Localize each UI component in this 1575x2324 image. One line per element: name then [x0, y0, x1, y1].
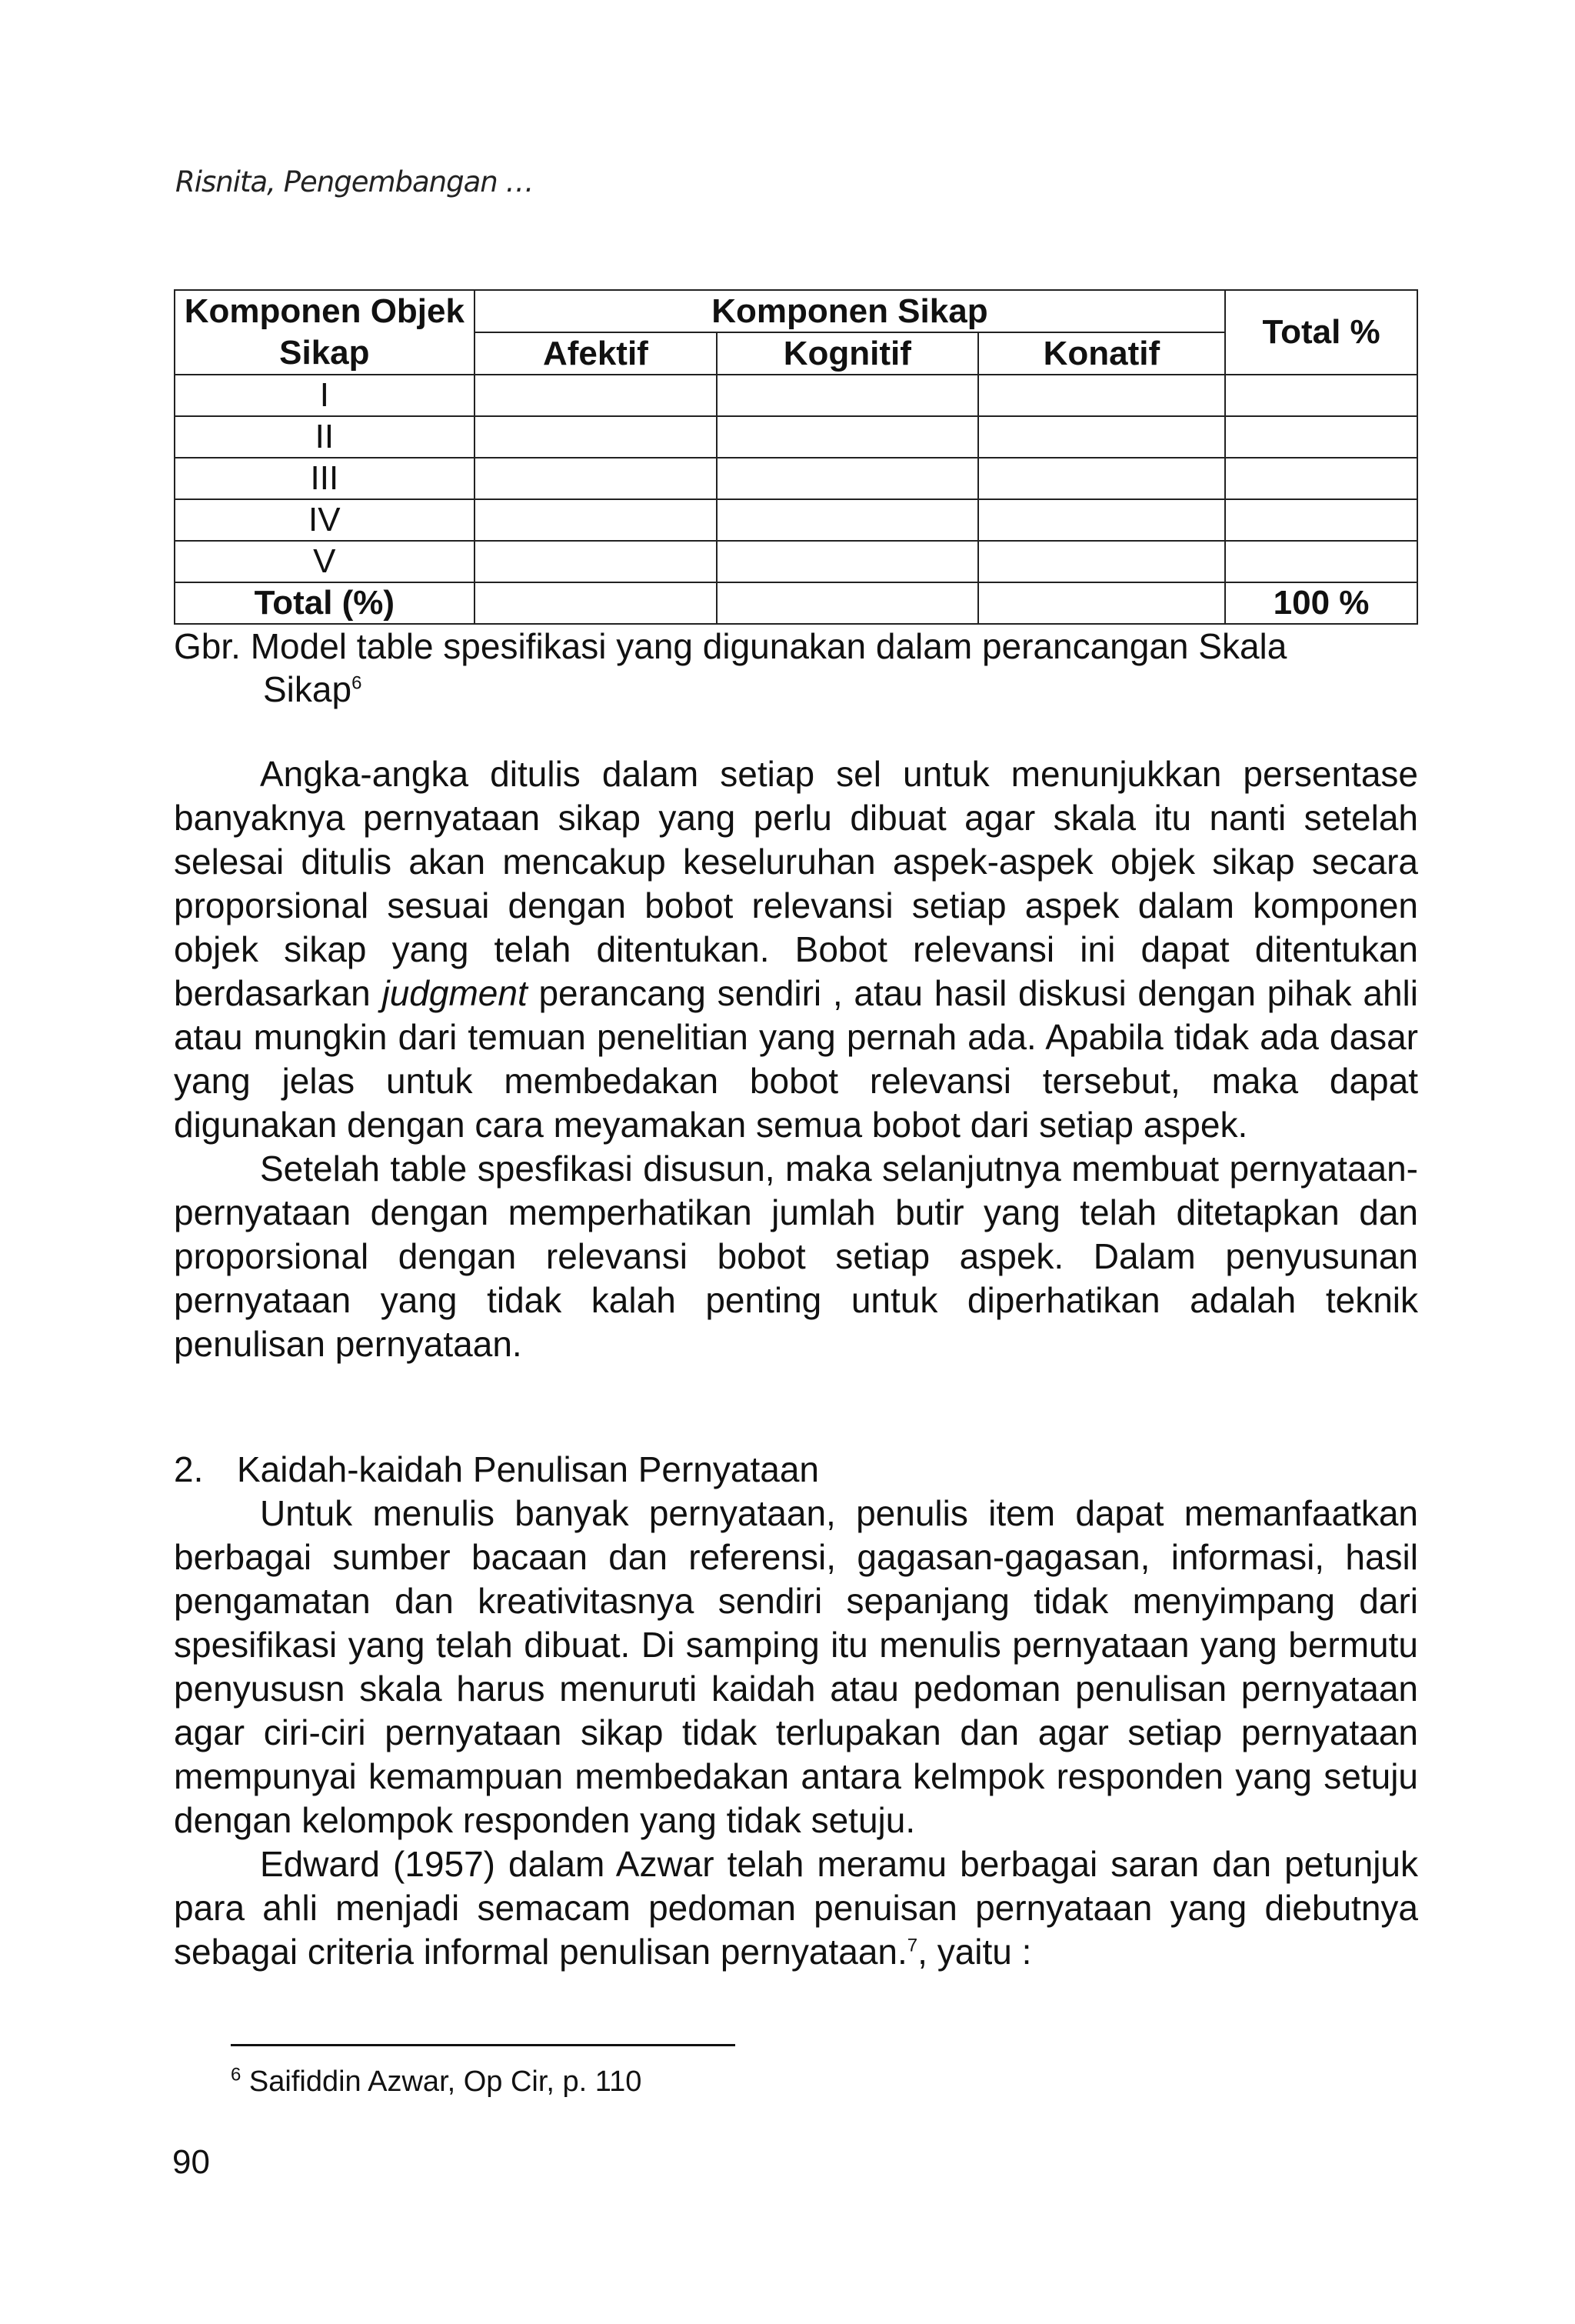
- caption-line-1: Gbr. Model table spesifikasi yang digunakan dalam perancangan Skala: [174, 626, 1287, 666]
- header-komponen-objek-sikap: Komponen Objek Sikap: [175, 290, 474, 375]
- section-number: 2.: [174, 1449, 204, 1489]
- table-row: [175, 541, 1417, 582]
- body-section-2: [174, 1492, 1418, 1974]
- caption-line-2: Sikap$^6$: [263, 669, 362, 709]
- italic-term: judgment: [381, 973, 528, 1013]
- row-label: III: [175, 458, 474, 499]
- header-total-percent: Total %: [1225, 290, 1417, 375]
- paragraph-1: Angka-angka ditulis dalam setiap sel untuk menunjukkan persentase banyaknya pernyataan sikap yang perlu dibuat agar skala itu nanti setelah selesai ditulis akan mencakup keseluruhan aspek-aspek objek sikap secara proporsional sesuai dengan bobot relevansi setiap aspek dalam komponen objek sikap yang telah ditentukan. Bobot relevansi ini dapat ditentukan berdasarkan judgment perancang sendiri , atau hasil diskusi dengan pihak ahli atau mungkin dari temuan penelitian yang pernah ada. Apabila tidak ada dasar yang jelas untuk membedakan bobot relevansi tersebut, maka dapat digunakan dengan cara meyamakan semua bobot dari setiap aspek.: [174, 754, 1419, 1145]
- table-row: [175, 458, 1417, 499]
- footnote-number: 6: [231, 2064, 241, 2086]
- specification-table: [174, 289, 1418, 625]
- footnote: [231, 2066, 641, 2099]
- row-label: V: [175, 541, 474, 582]
- row-label: II: [175, 416, 474, 458]
- row-label: IV: [175, 499, 474, 541]
- running-header: Risnita, Pengembangan …: [175, 165, 534, 198]
- paragraph-3: Untuk menulis banyak pernyataan, penulis item dapat memanfaatkan berbagai sumber bacaan dan referensi, gagasan-gagasan, informasi, hasil pengamatan dan kreativitasnya sendiri sepanjang tidak menyimpang dari spesifikasi yang telah dibuat. Di samping itu menulis pernyataan yang bermutu penyususn skala harus menuruti kaidah atau pedoman penulisan pernyataan agar ciri-ciri pernyataan sikap tidak terlupakan dan agar setiap pernyataan mempunyai kemampuan membedakan antara kelmpok responden yang setuju dengan kelompok responden yang tidak setuju.: [174, 1493, 1418, 1840]
- table-total-row: [175, 582, 1417, 624]
- row-label: I: [175, 375, 474, 416]
- total-row-label: Total (%): [175, 582, 474, 624]
- header-konatif: Konatif: [978, 332, 1226, 375]
- table-row: [175, 375, 1417, 416]
- footnote-ref-7: 7: [907, 1935, 918, 1956]
- page-number: 90: [172, 2143, 210, 2181]
- header-kognitif: Kognitif: [717, 332, 977, 375]
- total-row-value: 100 %: [1225, 582, 1417, 624]
- paragraph-4: Edward (1957) dalam Azwar telah meramu berbagai saran dan petunjuk para ahli menjadi semacam pedoman penuisan pernyataan yang diebutnya sebagai criteria informal penulisan pernyataan.$^7$, yaitu :: [174, 1844, 1418, 1972]
- table-header-row: [175, 290, 1417, 332]
- footnote-text: Saifiddin Azwar, Op Cir, p. 110: [241, 2066, 642, 2098]
- figure-caption: [174, 625, 1420, 711]
- section-heading: [174, 1448, 819, 1492]
- section-title: Kaidah-kaidah Penulisan Pernyataan: [237, 1449, 819, 1489]
- footnote-divider: [231, 2044, 735, 2046]
- paragraph-2: Setelah table spesfikasi disusun, maka selanjutnya membuat pernyataan-pernyataan dengan memperhatikan jumlah butir yang telah ditetapkan dan proporsional dengan relevansi bobot setiap aspek. Dalam penyusunan pernyataan yang tidak kalah penting untuk diperhatikan adalah teknik penulisan pernyataan.: [174, 1149, 1418, 1364]
- caption-footnote-ref: 6: [351, 672, 362, 694]
- table-row: [175, 499, 1417, 541]
- table-row: [175, 416, 1417, 458]
- header-komponen-sikap: Komponen Sikap: [474, 290, 1225, 332]
- body-section-1: [174, 752, 1418, 1366]
- header-afektif: Afektif: [474, 332, 717, 375]
